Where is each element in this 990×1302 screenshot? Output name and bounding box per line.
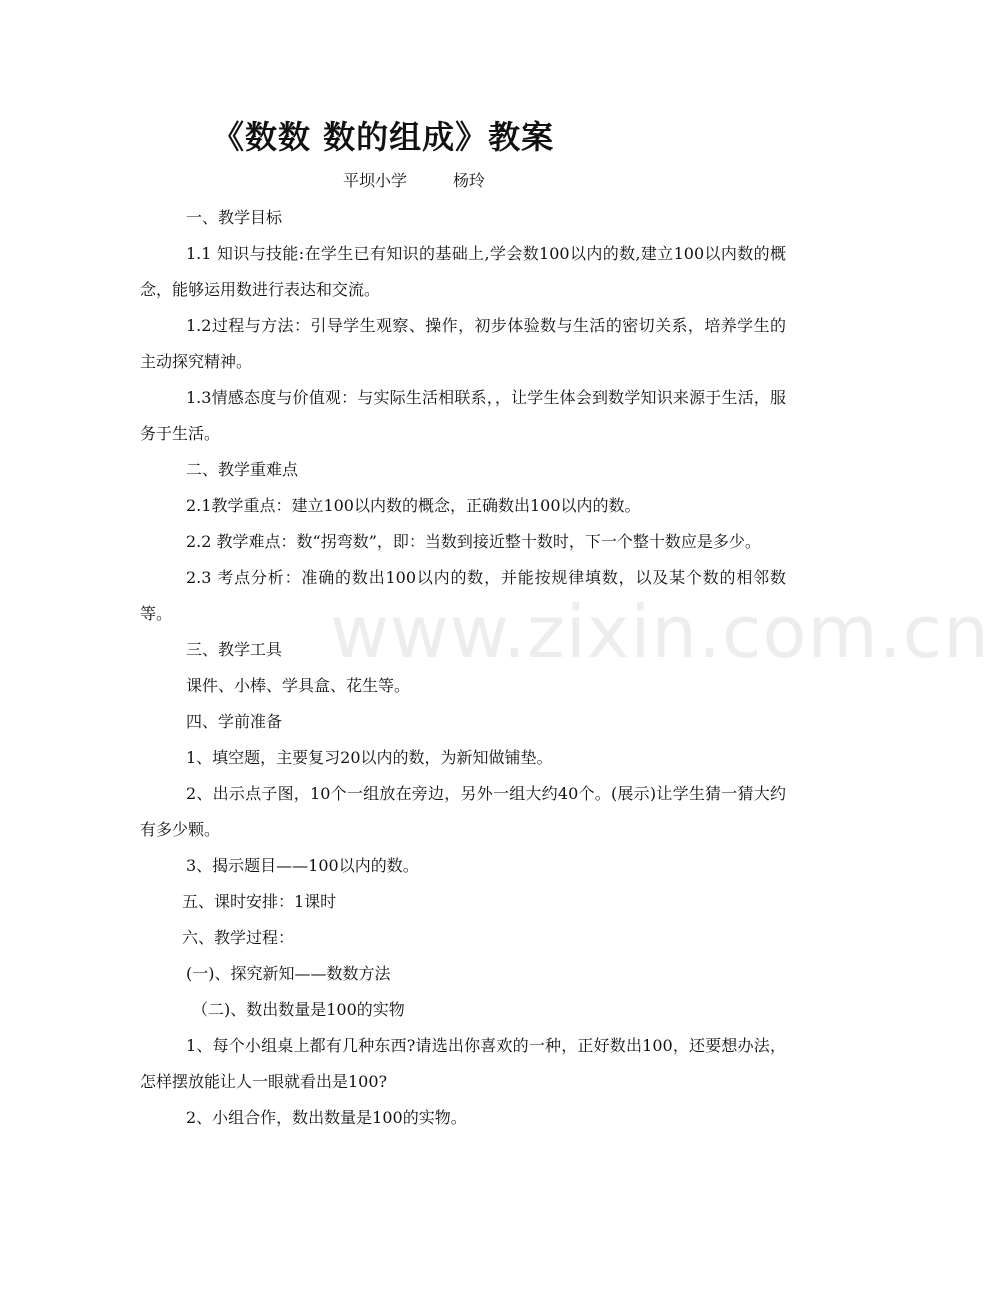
document-body xyxy=(140,200,786,1136)
author-name: 杨玲 xyxy=(453,171,486,190)
paragraph-process-1: 1、每个小组桌上都有几种东西?请选出你喜欢的一种，正好数出100，还要想办法，怎样摆放能让人一眼就看出是100? xyxy=(140,1036,786,1091)
watermark: www.zixin.com.cn xyxy=(330,590,990,674)
subsection-heading-2: （二)、数出数量是100的实物 xyxy=(192,1000,405,1019)
paragraph-prep-1: 1、填空题，主要复习20以内的数，为新知做铺垫。 xyxy=(186,748,553,767)
paragraph-2-3: 2.3 考点分析：准确的数出100以内的数，并能按规律填数，以及某个数的相邻数等。 xyxy=(140,568,786,623)
section-heading-process: 六、教学过程： xyxy=(182,928,295,947)
section-heading-objectives: 一、教学目标 xyxy=(186,208,283,227)
byline xyxy=(343,168,485,191)
section-heading-key-points: 二、教学重难点 xyxy=(186,460,299,479)
paragraph-2-1: 2.1教学重点：建立100以内数的概念，正确数出100以内的数。 xyxy=(186,496,641,515)
section-heading-tools: 三、教学工具 xyxy=(186,640,283,659)
school-name: 平坝小学 xyxy=(343,171,408,190)
section-heading-schedule: 五、课时安排：1课时 xyxy=(182,892,337,911)
section-heading-preparation: 四、学前准备 xyxy=(186,712,283,731)
paragraph-1-2: 1.2过程与方法：引导学生观察、操作，初步体验数与生活的密切关系，培养学生的主动探究精神。 xyxy=(140,316,786,371)
paragraph-1-1: 1.1 知识与技能:在学生已有知识的基础上,学会数100以内的数,建立100以内数的概念，能够运用数进行表达和交流。 xyxy=(140,244,786,299)
subsection-heading-1: (一)、探究新知——数数方法 xyxy=(186,964,391,983)
paragraph-tools: 课件、小棒、学具盒、花生等。 xyxy=(186,676,411,695)
document-title: 《数数 数的组成》教案 xyxy=(212,118,555,156)
paragraph-prep-3: 3、揭示题目——100以内的数。 xyxy=(186,856,419,875)
paragraph-process-2: 2、小组合作，数出数量是100的实物。 xyxy=(186,1108,467,1127)
paragraph-1-3: 1.3情感态度与价值观：与实际生活相联系，，让学生体会到数学知识来源于生活，服务于生活。 xyxy=(140,388,786,443)
paragraph-2-2: 2.2 教学难点：数“拐弯数”，即：当数到接近整十数时，下一个整十数应是多少。 xyxy=(186,532,761,551)
paragraph-prep-2: 2、出示点子图，10个一组放在旁边，另外一组大约40个。(展示)让学生猜一猜大约有多少颗。 xyxy=(140,784,786,839)
